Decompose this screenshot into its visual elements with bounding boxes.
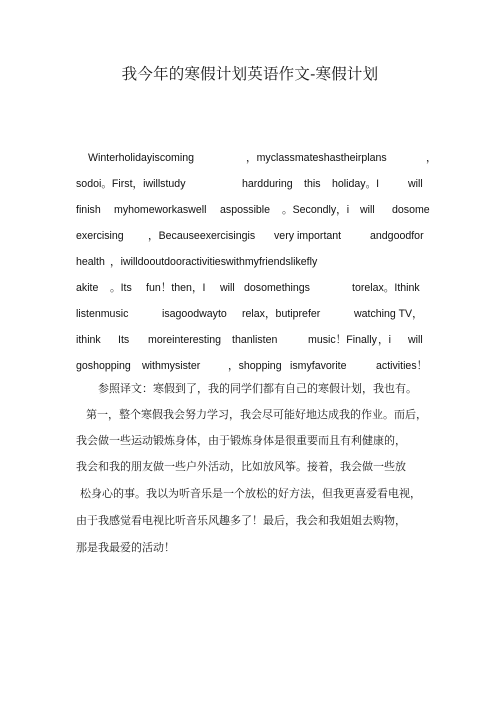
text-segment: exercising — [76, 230, 124, 242]
english-line-6 — [76, 280, 426, 296]
text-segment: moreinteresting — [148, 334, 222, 346]
text-segment: ，Becauseexercisingis — [148, 230, 256, 242]
english-line-3 — [76, 202, 430, 218]
text-segment: thanlisten — [232, 334, 278, 346]
text-segment: withmysister — [142, 360, 201, 372]
text-segment: Its — [118, 334, 130, 346]
english-line-4 — [76, 228, 426, 244]
chinese-line-1: 参照译文：寒假到了，我的同学们都有自己的寒假计划，我也有。 — [98, 382, 417, 395]
text-segment: ，myclassmateshastheirplans — [246, 152, 387, 164]
text-segment: holiday。I — [332, 178, 380, 190]
text-segment: health — [76, 256, 105, 268]
document-title: 我今年的寒假计划英语作文-寒假计划 — [121, 65, 379, 83]
text-segment: will — [408, 334, 423, 346]
text-segment: ，shopping — [228, 360, 282, 372]
text-segment: sodoi。First，iwillstudy — [76, 178, 186, 190]
text-segment: music！Finally — [308, 334, 377, 346]
english-line-9 — [76, 358, 426, 374]
chinese-line-4: 我会和我的朋友做一些户外活动，比如放风筝。接着，我会做一些放 — [76, 460, 406, 473]
text-segment: will — [360, 204, 375, 216]
text-segment: will — [408, 178, 423, 190]
english-line-2 — [76, 176, 426, 192]
text-segment: will — [220, 282, 235, 294]
english-line-7 — [76, 306, 426, 322]
text-segment: relax，butiprefer — [242, 308, 321, 320]
text-segment: very important — [274, 230, 342, 242]
english-line-1 — [76, 150, 437, 166]
text-segment: ithink — [76, 334, 101, 346]
text-segment: aspossible — [220, 204, 271, 216]
chinese-line-3: 我会做一些运动锻炼身体，由于锻炼身体是很重要而且有利健康的， — [76, 434, 406, 447]
text-segment: torelax。Ithink — [352, 282, 420, 294]
text-segment: akite — [76, 282, 99, 294]
text-segment: fun！then，I — [146, 282, 206, 294]
text-segment: dosome — [392, 204, 430, 216]
text-segment: watching TV， — [354, 308, 423, 320]
chinese-line-5: 松身心的事。我以为听音乐是一个放松的好方法，但我更喜爱看电视， — [80, 487, 421, 500]
text-segment: andgoodfor — [370, 230, 424, 242]
text-segment: dosomethings — [244, 282, 310, 294]
text-segment: this — [304, 178, 321, 190]
text-segment: goshopping — [76, 360, 131, 372]
chinese-line-7: 那是我最爱的活动！ — [76, 541, 175, 554]
text-segment: 。Its — [110, 282, 132, 294]
text-segment: ，iwilldooutdooractivitieswithmyfriendslikefly — [110, 256, 318, 268]
text-segment: ，i — [378, 334, 391, 346]
english-line-5 — [76, 254, 426, 270]
chinese-line-6: 由于我感觉看电视比听音乐风趣多了！最后，我会和我姐姐去购物， — [76, 514, 406, 527]
text-segment: myhomeworkaswell — [114, 204, 207, 216]
text-segment: ismyfavorite — [290, 360, 347, 372]
text-segment: listenmusic — [76, 308, 129, 320]
text-segment: finish — [76, 204, 101, 216]
text-segment: Winterholidayiscoming — [88, 152, 194, 164]
text-segment: activities！ — [376, 360, 428, 372]
text-segment: isagoodwayto — [162, 308, 227, 320]
text-segment: 。Secondly，i — [282, 204, 350, 216]
text-segment: hardduring — [242, 178, 293, 190]
chinese-line-2: 第一，整个寒假我会努力学习，我会尽可能好地达成我的作业。而后， — [86, 408, 427, 421]
english-line-8 — [76, 332, 426, 348]
text-segment: ， — [426, 152, 437, 164]
